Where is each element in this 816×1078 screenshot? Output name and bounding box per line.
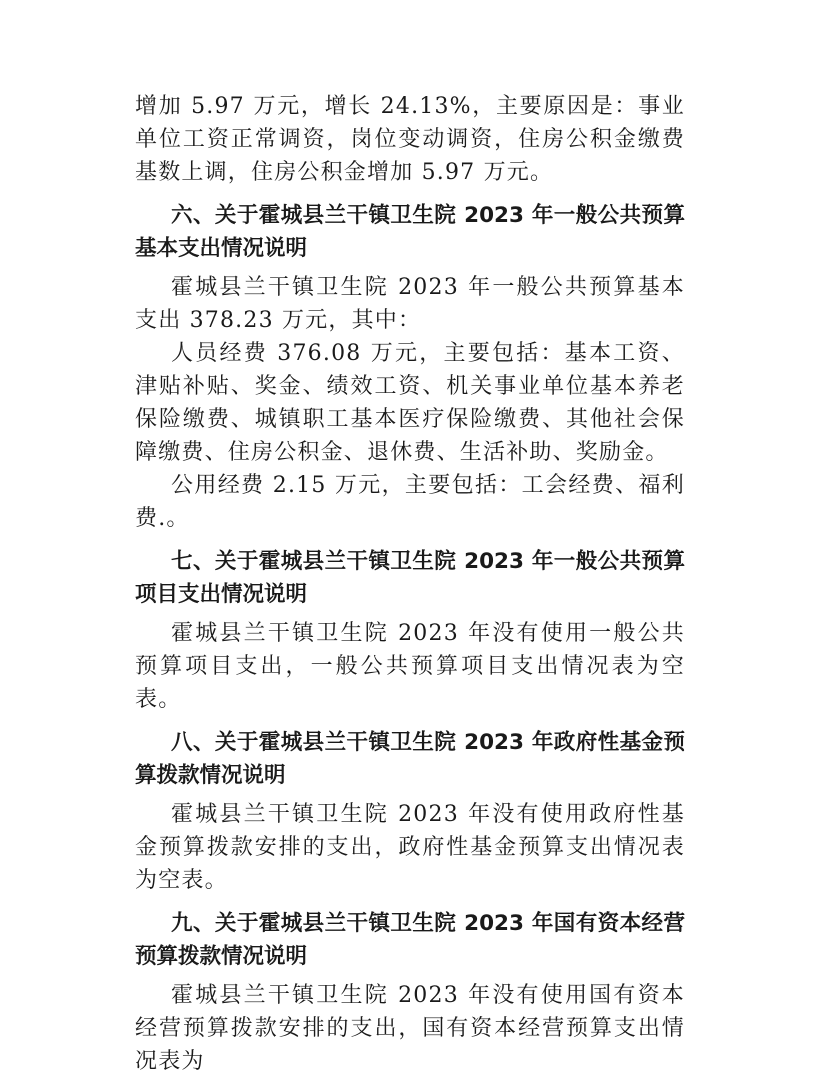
paragraph-project-expenditure: 霍城县兰干镇卫生院 2023 年没有使用一般公共预算项目支出，一般公共预算项目支出情况表为空表。 <box>135 621 685 712</box>
paragraph-housing-fund-increase: 增加 5.97 万元，增长 24.13%，主要原因是：事业单位工资正常调资，岗位变动调资，住房公积金缴费基数上调，住房公积金增加 5.97 万元。 <box>135 94 685 185</box>
document-page <box>135 90 685 1078</box>
section-heading-6: 六、关于霍城县兰干镇卫生院 2023 年一般公共预算基本支出情况说明 <box>135 203 685 261</box>
section-heading-9: 九、关于霍城县兰干镇卫生院 2023 年国有资本经营预算拨款情况说明 <box>135 911 685 969</box>
section-heading-7: 七、关于霍城县兰干镇卫生院 2023 年一般公共预算项目支出情况说明 <box>135 549 685 607</box>
paragraph-basic-expenditure-total: 霍城县兰干镇卫生院 2023 年一般公共预算基本支出 378.23 万元，其中： <box>135 275 685 333</box>
paragraph-state-capital: 霍城县兰干镇卫生院 2023 年没有使用国有资本经营预算拨款安排的支出，国有资本经营预算支出情况表为 <box>135 983 685 1074</box>
paragraph-personnel-expenses: 人员经费 376.08 万元，主要包括：基本工资、津贴补贴、奖金、绩效工资、机关事业单位基本养老保险缴费、城镇职工基本医疗保险缴费、其他社会保障缴费、住房公积金、退休费、生活补助、奖励金。 <box>135 341 685 465</box>
paragraph-public-expenses: 公用经费 2.15 万元，主要包括：工会经费、福利费.。 <box>135 473 685 531</box>
paragraph-government-fund: 霍城县兰干镇卫生院 2023 年没有使用政府性基金预算拨款安排的支出，政府性基金预算支出情况表为空表。 <box>135 802 685 893</box>
section-heading-8: 八、关于霍城县兰干镇卫生院 2023 年政府性基金预算拨款情况说明 <box>135 730 685 788</box>
